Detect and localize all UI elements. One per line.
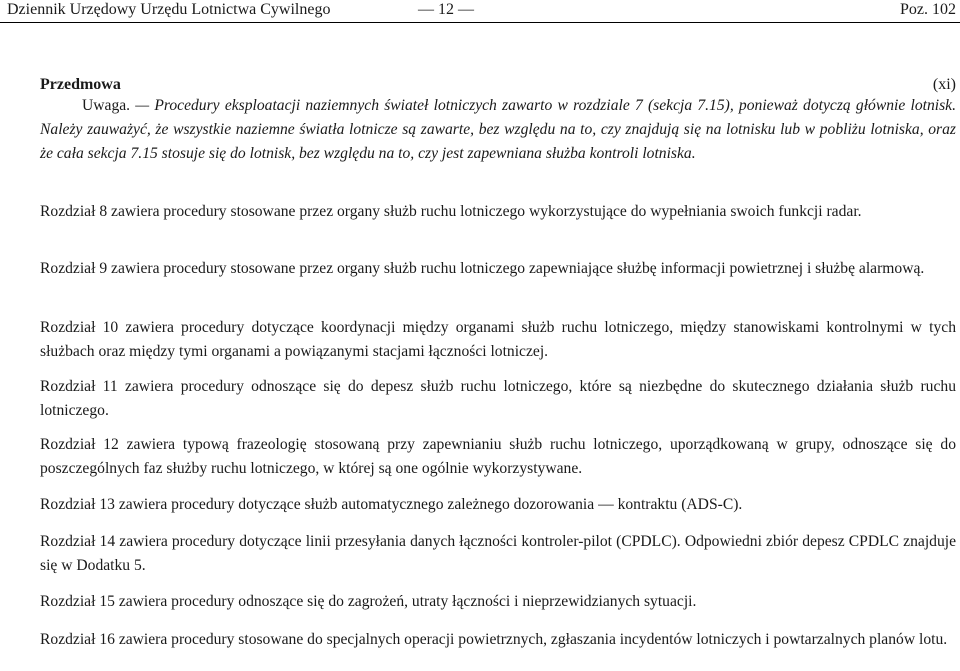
paragraph-chapter-16: Rozdział 16 zawiera procedury stosowane do specjalnych operacji powietrznych, zgłaszania incydentów lotniczych i powtarzalnych planów lotu. <box>40 631 948 648</box>
page-number: — 12 — <box>418 1 474 18</box>
note-text: — Procedury eksploatacji naziemnych świateł lotniczych zawarto w rozdziale 7 (sekcja 7.15), ponieważ dotyczą głównie lotnisk. Należy zauważyć, że wszystkie naziemne światła lotnicze są zawarte, bez względu na to, czy znajdują się na lotnisku lub w pobliżu lotniska, oraz że cała sekcja 7.15 stosuje się do lotnisk, bez względu na to, czy jest zapewniana służba kontroli lotniska. <box>40 97 956 162</box>
paragraph-chapter-9: Rozdział 9 zawiera procedury stosowane przez organy służb ruchu lotniczego zapewniające służbę informacji powietrznej i służbę alarmową. <box>40 260 925 277</box>
paragraph-chapter-12: Rozdział 12 zawiera typową frazeologię stosowaną przy zapewnianiu służb ruchu lotniczego, uporządkowaną w grupy, odnoszące się do poszczególnych faz służby ruchu lotniczego, w której są one ogólnie wykorzystywane. <box>40 436 956 477</box>
note-block <box>40 94 956 166</box>
paragraph-chapter-8: Rozdział 8 zawiera procedury stosowane przez organy służb ruchu lotniczego wykorzystujące do wypełniania swoich funkcji radar. <box>40 203 862 220</box>
section-heading <box>40 76 956 96</box>
journal-title: Dziennik Urzędowy Urzędu Lotnictwa Cywilnego <box>7 1 331 18</box>
note-label: Uwaga. <box>82 97 131 114</box>
section-page-number: (xi) <box>932 76 956 93</box>
paragraph-chapter-11: Rozdział 11 zawiera procedury odnoszące się do depesz służb ruchu lotniczego, które są niezbędne do skutecznego działania służb ruchu lotniczego. <box>40 378 956 419</box>
paragraph-chapter-13: Rozdział 13 zawiera procedury dotyczące służb automatycznego zależnego dozorowania — kontraktu (ADS-C). <box>40 496 743 513</box>
paragraph-chapter-14: Rozdział 14 zawiera procedury dotyczące linii przesyłania danych łączności kontroler-pilot (CPDLC). Odpowiedni zbiór depesz CPDLC znajduje się w Dodatku 5. <box>40 533 956 574</box>
page-header <box>0 0 960 23</box>
paragraph-chapter-10: Rozdział 10 zawiera procedury dotyczące koordynacji między organami służb ruchu lotniczego, między stanowiskami kontrolnymi w tych służbach oraz między tymi organami a powiązanymi stacjami łączności lotniczej. <box>40 319 956 360</box>
section-title: Przedmowa <box>40 76 121 93</box>
position-number: Poz. 102 <box>900 1 956 18</box>
paragraph-chapter-15: Rozdział 15 zawiera procedury odnoszące się do zagrożeń, utraty łączności i nieprzewidzianych sytuacji. <box>40 593 697 610</box>
